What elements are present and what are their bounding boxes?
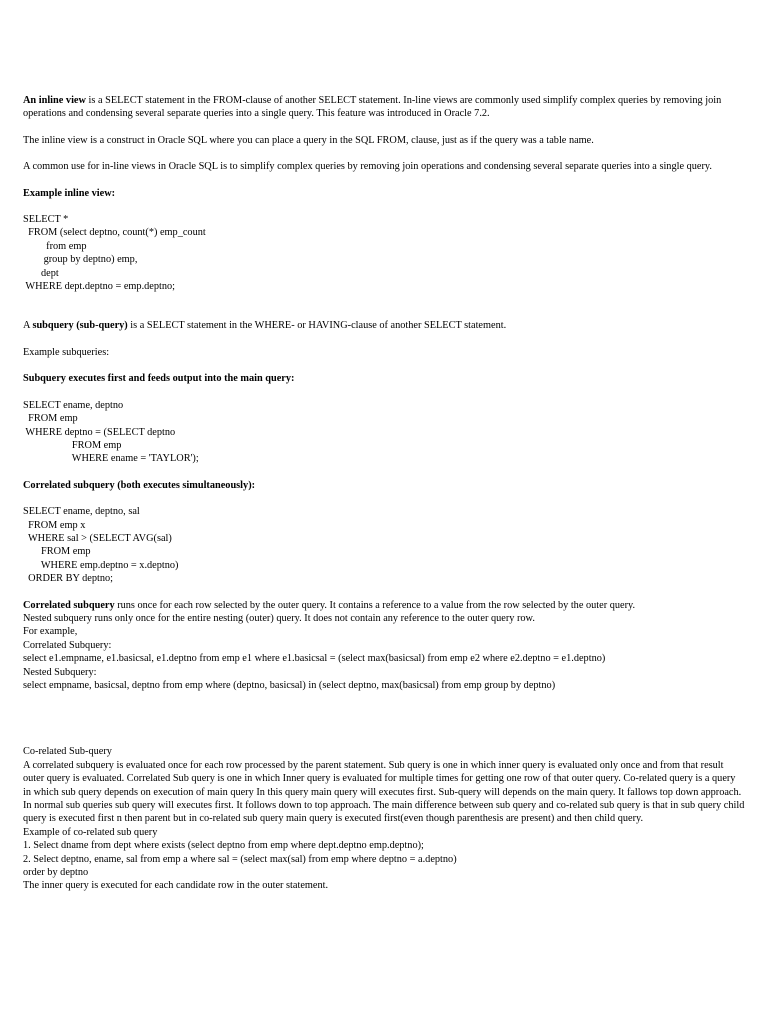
nested-line: Nested Subquery: <box>23 666 97 678</box>
nested-line: select e1.empname, e1.basicsal, e1.deptno from emp e1 where e1.basicsal = (select max(basicsal) from emp e2 where e2.deptno = e1.deptno) <box>23 653 606 665</box>
code-line: SELECT ename, deptno <box>23 399 124 411</box>
inline-view-definition <box>23 94 745 121</box>
correlated-heading <box>23 479 745 492</box>
code-line: dept <box>23 267 59 279</box>
nested-line: Nested subquery runs only once for the entire nesting (outer) query. It does not contain any reference to the outer query row. <box>23 612 535 624</box>
inline-view-common-use: A common use for in-line views in Oracle SQL is to simplify complex queries by removing join operations and condensing several separate queries into a single query. <box>23 161 712 173</box>
example-subqueries-label: Example subqueries: <box>23 346 110 358</box>
corelated-line: 2. Select deptno, ename, sal from emp a where sal = (select max(sal) from emp where deptno = a.deptno) <box>23 853 457 865</box>
code-line: FROM emp <box>23 546 91 558</box>
code-line: group by deptno) emp, <box>23 254 138 266</box>
code-line: SELECT ename, deptno, sal <box>23 506 140 518</box>
subquery-definition <box>23 319 745 332</box>
code-line: FROM emp <box>23 413 78 425</box>
correlated-desc-term: Correlated subquery <box>23 599 115 611</box>
inline-view-construct: The inline view is a construct in Oracle SQL where you can place a query in the SQL FROM, clause, just as if the query was a table name. <box>23 134 594 146</box>
nested-line: Correlated Subquery: <box>23 639 112 651</box>
example-inline-code <box>23 213 745 293</box>
code-line: SELECT * <box>23 214 69 226</box>
nested-line: For example, <box>23 626 78 638</box>
example-inline-heading-text: Example inline view: <box>23 187 116 199</box>
code-line: ORDER BY deptno; <box>23 573 114 585</box>
corelated-line: 1. Select dname from dept where exists (select deptno from emp where dept.deptno emp.deptno); <box>23 840 424 852</box>
code-line: from emp <box>23 240 87 252</box>
corelated-paragraph: A correlated subquery is evaluated once for each row processed by the parent statement. Sub query is one in which inner query is evaluated only once and from that result outer query is evaluated. Correlated Sub query is one in which Inner query is evaluated for multiple times for getting one row of that outer query. Co-related query is a query in which sub query depends on execution of main query In this query main query will executes first. Sub-query will depends on the main query. It fallows top down approach. In normal sub queries sub query will executes first. It follows down to top approach. The main difference between sub query and co-related sub query is that in sub query child query is executed first n then parent but in co-related sub query main query is executed first(even though parenthesis are present) and then child query. <box>23 759 745 825</box>
feeds-code <box>23 399 745 466</box>
inline-view-text: is a SELECT statement in the FROM-clause of another SELECT statement. In-line views are commonly used simplify complex queries by removing join operations and condensing several separate queries into a single query. This feature was introduced in Oracle 7.2. <box>23 95 722 120</box>
code-line: FROM emp <box>23 439 122 451</box>
code-line: WHERE ename = 'TAYLOR'); <box>23 453 199 465</box>
corelated-line: The inner query is executed for each candidate row in the outer statement. <box>23 880 329 892</box>
inline-view-term: An inline view <box>23 95 86 106</box>
document-body <box>23 94 745 893</box>
example-inline-heading <box>23 187 745 200</box>
code-line: WHERE dept.deptno = emp.deptno; <box>23 281 176 293</box>
nested-line: select empname, basicsal, deptno from emp where (deptno, basicsal) in (select deptno, max(basicsal) from emp group by deptno) <box>23 680 556 691</box>
code-line: FROM emp x <box>23 519 86 531</box>
subquery-term: subquery (sub-query) <box>32 320 128 332</box>
code-line: FROM (select deptno, count(*) emp_count <box>23 227 206 239</box>
nested-block <box>23 612 745 692</box>
code-line: WHERE sal > (SELECT AVG(sal) <box>23 532 172 544</box>
correlated-desc-text: runs once for each row selected by the outer query. It contains a reference to a value from the row selected by the outer query. <box>114 599 636 611</box>
corelated-examples <box>23 826 745 893</box>
feeds-heading-text: Subquery executes first and feeds output into the main query: <box>23 373 295 385</box>
code-line: WHERE deptno = (SELECT deptno <box>23 426 176 438</box>
corelated-line: order by deptno <box>23 867 89 879</box>
feeds-heading <box>23 372 745 385</box>
corelated-line: Example of co-related sub query <box>23 826 158 838</box>
correlated-heading-text: Correlated subquery (both executes simultaneously): <box>23 479 256 491</box>
correlated-code <box>23 505 745 585</box>
correlated-description <box>23 599 745 612</box>
corelated-title: Co-related Sub-query <box>23 746 112 758</box>
subquery-text: is a SELECT statement in the WHERE- or HAVING-clause of another SELECT statement. <box>127 320 507 332</box>
subquery-prefix: A <box>23 320 33 332</box>
code-line: WHERE emp.deptno = x.deptno) <box>23 559 179 571</box>
